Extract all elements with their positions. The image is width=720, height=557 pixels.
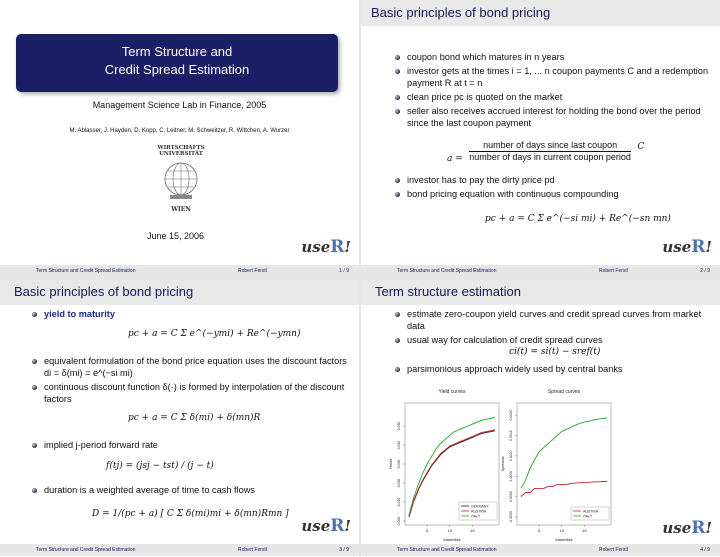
footer-title: Term Structure and Credit Spread Estimation — [36, 547, 136, 553]
ytm-equation: pc + a = C Σ e^(−ymi) + Re^(−ymn) — [128, 329, 301, 339]
x-axis-label: Maturities — [443, 537, 461, 542]
user-logo: useR! — [301, 237, 351, 257]
footer-author: Robert Ferstl — [238, 547, 267, 553]
footer-author: Robert Ferstl — [599, 547, 628, 553]
footer-title: Term Structure and Credit Spread Estimation — [397, 547, 497, 553]
legend-label: AUSTRIA — [471, 509, 487, 514]
y-tick-label: -0.0005 — [509, 510, 513, 523]
y-tick-label: 0.0020 — [509, 409, 513, 421]
formula-denominator: number of days in current coupon period — [469, 152, 631, 162]
x-tick-label: 15 — [470, 528, 475, 533]
footer — [0, 265, 359, 277]
legend-label: GERMANY — [471, 504, 489, 509]
university-logo — [146, 145, 216, 215]
uni-name-1: WIRTSCHAFTS — [157, 145, 205, 151]
x-tick-label: 10 — [559, 528, 564, 533]
y-tick-label: 0.010 — [397, 497, 401, 507]
legend-label: ITALY — [471, 514, 481, 519]
bullet-list-3 — [30, 439, 350, 453]
x-tick-label: 5 — [537, 528, 541, 533]
bullet-item: usual way for calculation of credit spread curves — [393, 334, 713, 346]
authors: M. Ablasser, J. Hayden, D. Kopp, C. Leitner, M. Schweitzer, R. Wittchen, A. Wurzer — [69, 128, 290, 134]
bullet-item: bond pricing equation with continuous compounding — [393, 188, 711, 200]
bullet-item: seller also receives accrued interest for holding the bond over the period since the last coupon payment — [393, 105, 711, 129]
uni-city: WIEN — [171, 206, 191, 213]
y-tick-label: 0.050 — [397, 421, 401, 431]
accrued-interest-formula — [447, 140, 645, 165]
bullet-list — [393, 51, 711, 131]
slide-header: Basic principles of bond pricing — [361, 0, 720, 26]
bullet-item: coupon bond which matures in n years — [393, 51, 711, 63]
footer-title: Term Structure and Credit Spread Estimation — [397, 268, 497, 274]
institute: Management Science Lab in Finance, 2005 — [92, 100, 267, 110]
globe-icon — [146, 157, 216, 205]
y-tick-label: 0.030 — [397, 459, 401, 469]
duration-equation: D = 1/(pc + a) [ C Σ δ(mi)mi + δ(mn)Rmn ] — [92, 509, 289, 519]
bullet-item: estimate zero-coupon yield curves and credit spread curves from market data — [393, 308, 713, 332]
y-axis-label: Yields — [388, 458, 393, 470]
y-tick-label: 0.0010 — [509, 450, 513, 462]
formula-rhs: C — [637, 142, 645, 153]
slide-header: Basic principles of bond pricing — [0, 279, 359, 305]
bullet-item — [30, 308, 350, 320]
x-tick-label: 5 — [425, 528, 429, 533]
title-box — [16, 34, 338, 92]
user-logo: useR! — [301, 516, 351, 536]
footer-page: 2 / 9 — [700, 268, 710, 274]
yield-to-maturity-label: yield to maturity — [44, 309, 115, 319]
discount-equation: pc + a = C Σ δ(mi) + δ(mn)R — [128, 413, 261, 423]
curves-chart — [387, 383, 617, 543]
chart-title: Yield curves — [438, 389, 466, 395]
bond-pricing-equation: pc + a = C Σ e^(−si mi) + Re^(−sn mn) — [485, 214, 671, 224]
slide-2 — [361, 0, 720, 277]
slide-4 — [361, 279, 720, 556]
bullet-list — [30, 308, 350, 322]
bullet-list-2 — [393, 174, 711, 202]
footer-page: 3 / 9 — [339, 547, 349, 553]
legend-label: AUSTRIA — [583, 509, 599, 514]
footer — [361, 544, 720, 556]
x-tick-label: 10 — [447, 528, 452, 533]
y-tick-label: 0.020 — [397, 478, 401, 488]
bullet-list-2 — [30, 355, 350, 407]
y-tick-label: 0.0005 — [509, 470, 513, 482]
user-logo: useR! — [662, 237, 712, 257]
footer-title: Term Structure and Credit Spread Estimation — [36, 268, 136, 274]
footer — [361, 265, 720, 277]
plot-frame — [517, 403, 611, 525]
x-tick-label: 15 — [582, 528, 587, 533]
bullet-list-2 — [393, 363, 713, 377]
y-axis-label: Spreads — [500, 456, 505, 472]
date: June 15, 2006 — [146, 231, 205, 241]
footer-page: 1 / 9 — [339, 268, 349, 274]
bullet-item: clean price pc is quoted on the market — [393, 91, 711, 103]
y-tick-label: 0.040 — [397, 440, 401, 450]
spread-equation: ci(t) = si(t) − sref(t) — [509, 347, 601, 357]
footer-page: 4 / 9 — [700, 547, 710, 553]
chart-title: Spread curves — [547, 389, 581, 395]
footer-author: Robert Ferstl — [238, 268, 267, 274]
bullet-item: parsimonious approach widely used by central banks — [393, 363, 713, 375]
bullet-item: investor has to pay the dirty price pd — [393, 174, 711, 186]
footer — [0, 544, 359, 556]
bullet-item: continuous discount function δ(·) is formed by interpolation of the discount factors — [30, 381, 350, 405]
series-line-austria — [521, 482, 607, 497]
formula-lhs: a = — [447, 154, 463, 165]
bullet-item: duration is a weighted average of time to cash flows — [30, 484, 350, 496]
bullet-list-4 — [30, 484, 350, 498]
title-line-1: Term Structure and — [121, 44, 233, 59]
x-axis-label: Maturities — [555, 537, 573, 542]
formula-numerator: number of days since last coupon — [469, 140, 631, 152]
legend-label: ITALY — [583, 514, 593, 519]
bullet-item: implied j-period forward rate — [30, 439, 350, 451]
slide-3 — [0, 279, 359, 556]
forward-rate-equation: f(tj) = (jsj − tst) / (j − t) — [106, 461, 214, 471]
bullet-item: investor gets at the times i = 1, ... n coupon payments C and a redemption payment R at t = n — [393, 65, 711, 89]
y-tick-label: 0.000 — [397, 516, 401, 526]
user-logo: useR! — [662, 518, 712, 538]
slide-1 — [0, 0, 359, 277]
y-tick-label: 0.0015 — [509, 430, 513, 441]
footer-author: Robert Ferstl — [599, 268, 628, 274]
slide-header: Term structure estimation — [361, 279, 720, 305]
series-line-italy — [521, 418, 607, 488]
y-tick-label: 0.0000 — [509, 491, 513, 502]
bullet-item: equivalent formulation of the bond price equation uses the discount factors di = δ(mi) = e^(−si mi) — [30, 355, 350, 379]
uni-name-2: UNIVERSITÄT — [159, 151, 203, 157]
title-line-2: Credit Spread Estimation — [104, 62, 250, 77]
bullet-list — [393, 308, 713, 348]
